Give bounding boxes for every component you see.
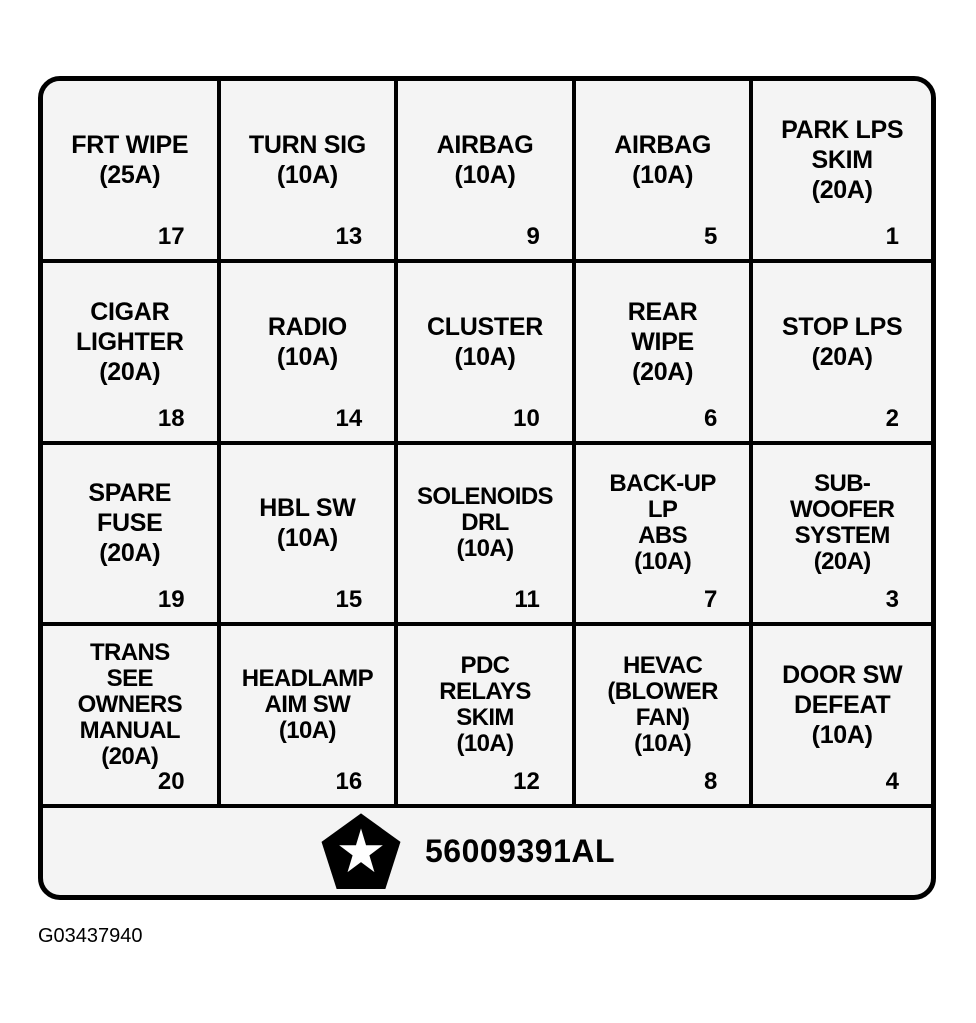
fuse-label: SOLENOIDS DRL (10A) bbox=[417, 483, 553, 563]
fuse-cell bbox=[43, 445, 221, 627]
fuse-label: REAR WIPE (20A) bbox=[627, 297, 698, 386]
fuse-number: 2 bbox=[885, 404, 899, 432]
fuse-number: 10 bbox=[513, 404, 540, 432]
fuse-grid bbox=[43, 81, 931, 808]
fuse-cell bbox=[43, 626, 221, 808]
fuse-cell bbox=[221, 263, 399, 445]
fuse-cell bbox=[576, 263, 754, 445]
fuse-number: 5 bbox=[704, 222, 718, 250]
fuse-label: AIRBAG (10A) bbox=[614, 130, 711, 189]
fuse-label: FRT WIPE (25A) bbox=[71, 130, 189, 189]
fuse-label: BACK-UP LP ABS (10A) bbox=[609, 470, 716, 576]
fuse-cell bbox=[576, 445, 754, 627]
fuse-number: 6 bbox=[704, 404, 718, 432]
fuse-cell bbox=[398, 263, 576, 445]
fuse-cell bbox=[753, 81, 931, 263]
part-number: 56009391AL bbox=[424, 833, 616, 869]
fuse-label: HBL SW (10A) bbox=[259, 494, 356, 553]
fuse-label: CLUSTER (10A) bbox=[427, 312, 543, 371]
fuse-number: 7 bbox=[704, 586, 718, 614]
fuse-cell bbox=[753, 263, 931, 445]
fuse-number: 8 bbox=[704, 768, 718, 795]
fuse-number: 16 bbox=[335, 768, 363, 795]
fuse-number: 9 bbox=[526, 222, 540, 250]
fuse-cell bbox=[221, 81, 399, 263]
fuse-cell bbox=[43, 263, 221, 445]
fuse-label: AIRBAG (10A) bbox=[436, 130, 534, 189]
fuse-label: DOOR SW DEFEAT (10A) bbox=[782, 661, 903, 750]
fuse-cell bbox=[576, 81, 754, 263]
label-footer bbox=[43, 808, 931, 895]
fuse-cell bbox=[753, 626, 931, 808]
fuse-number: 4 bbox=[885, 768, 899, 795]
fuse-label: STOP LPS (20A) bbox=[782, 312, 903, 371]
fuse-label: CIGAR LIGHTER (20A) bbox=[75, 297, 184, 386]
fuse-number: 13 bbox=[335, 222, 363, 250]
fuse-number: 1 bbox=[885, 222, 899, 250]
fuse-label: TURN SIG (10A) bbox=[248, 130, 366, 189]
fuse-cell bbox=[221, 445, 399, 627]
fuse-cell bbox=[221, 626, 399, 808]
fuse-number: 19 bbox=[157, 586, 185, 614]
fuse-panel-label bbox=[38, 76, 936, 900]
fuse-number: 15 bbox=[335, 586, 363, 614]
fuse-label: SPARE FUSE (20A) bbox=[88, 479, 172, 568]
fuse-number: 20 bbox=[157, 768, 185, 795]
fuse-label: RADIO (10A) bbox=[267, 312, 347, 371]
fuse-cell bbox=[576, 626, 754, 808]
fuse-label: PARK LPS SKIM (20A) bbox=[781, 115, 904, 204]
fuse-number: 12 bbox=[513, 768, 540, 795]
fuse-label: HEADLAMP AIM SW (10A) bbox=[241, 665, 373, 745]
pentastar-logo-icon bbox=[319, 810, 403, 894]
fuse-label: HEVAC (BLOWER FAN) (10A) bbox=[607, 652, 718, 758]
fuse-cell bbox=[398, 626, 576, 808]
fuse-cell bbox=[398, 445, 576, 627]
fuse-label: SUB- WOOFER SYSTEM (20A) bbox=[790, 470, 895, 576]
fuse-number: 14 bbox=[335, 404, 363, 432]
fuse-number: 17 bbox=[157, 222, 185, 250]
fuse-number: 11 bbox=[514, 586, 540, 614]
fuse-number: 3 bbox=[885, 586, 899, 614]
fuse-label: PDC RELAYS SKIM (10A) bbox=[439, 652, 531, 758]
figure-id: G03437940 bbox=[38, 925, 143, 947]
fuse-number: 18 bbox=[157, 404, 185, 432]
fuse-cell bbox=[753, 445, 931, 627]
fuse-cell bbox=[43, 81, 221, 263]
fuse-cell bbox=[398, 81, 576, 263]
fuse-label: TRANS SEE OWNERS MANUAL (20A) bbox=[77, 639, 182, 771]
